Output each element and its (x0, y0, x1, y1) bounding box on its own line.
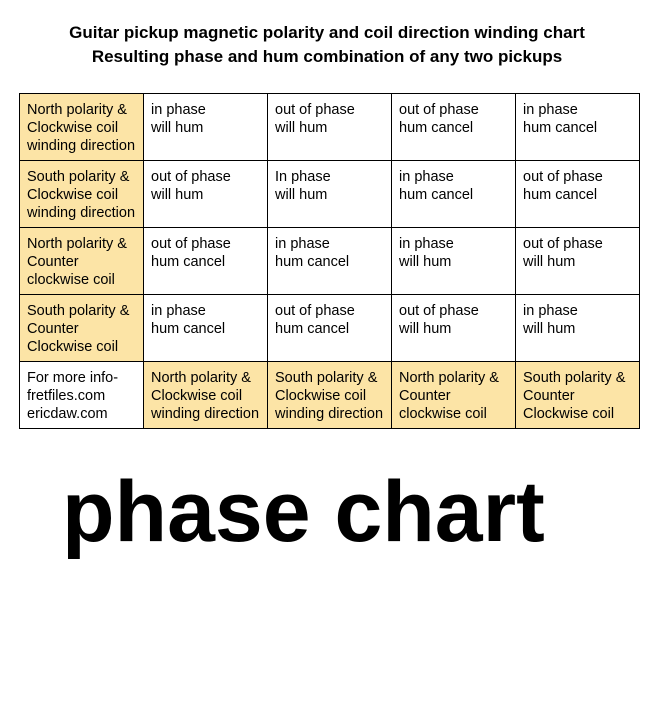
result-cell (516, 161, 640, 228)
result-cell (516, 94, 640, 161)
cell-text-line: out of phase (151, 236, 231, 252)
cell-text-line: hum cancel (275, 321, 350, 337)
cell-text-line: Counter (27, 254, 79, 270)
cell-text-line: will hum (399, 254, 452, 270)
table-row (20, 161, 640, 228)
cell-text-line: Counter (523, 388, 575, 404)
cell-text-line: winding direction (151, 406, 260, 422)
result-cell (516, 295, 640, 362)
cell-text-line: will hum (523, 321, 576, 337)
result-cell (392, 94, 516, 161)
phase-chart-body (20, 94, 640, 429)
cell-text-line: North polarity & (27, 236, 127, 252)
cell-text-line: South polarity & (275, 370, 378, 386)
table-row (20, 295, 640, 362)
cell-text-line: winding direction (27, 138, 136, 154)
cell-text-line: South polarity & (27, 169, 130, 185)
cell-text-line: hum cancel (523, 187, 598, 203)
cell-text-line: clockwise coil (27, 272, 115, 288)
title-line-1: Guitar pickup magnetic polarity and coil direction winding chart (69, 23, 585, 42)
cell-text-line: in phase (275, 236, 330, 252)
cell-text-line: out of phase (399, 102, 479, 118)
cell-text-line: will hum (399, 321, 452, 337)
info-cell (20, 362, 144, 429)
cell-text-line: North polarity & (399, 370, 499, 386)
cell-text-line: out of phase (399, 303, 479, 319)
cell-text-line: will hum (275, 120, 328, 136)
cell-text-line: Clockwise coil (27, 187, 119, 203)
phase-chart-table (19, 93, 640, 429)
cell-text-line: Counter (399, 388, 451, 404)
cell-text-line: in phase (523, 303, 578, 319)
cell-text-line: will hum (151, 120, 204, 136)
cell-text-line: Clockwise coil (151, 388, 243, 404)
cell-text-line: out of phase (275, 303, 355, 319)
cell-text-line: Counter (27, 321, 79, 337)
cell-text-line: In phase (275, 169, 331, 185)
result-cell (144, 161, 268, 228)
cell-text-line: in phase (523, 102, 578, 118)
column-header-cell (268, 362, 392, 429)
cell-text-line: fretfiles.com (27, 388, 106, 404)
result-cell (268, 161, 392, 228)
row-header-cell (20, 94, 144, 161)
cell-text-line: Clockwise coil (27, 120, 119, 136)
cell-text-line: Clockwise coil (27, 339, 119, 355)
cell-text-line: out of phase (275, 102, 355, 118)
result-cell (144, 94, 268, 161)
column-header-cell (144, 362, 268, 429)
cell-text-line: winding direction (27, 205, 136, 221)
cell-text-line: North polarity & (151, 370, 251, 386)
cell-text-line: in phase (151, 102, 206, 118)
cell-text-line: will hum (275, 187, 328, 203)
cell-text-line: hum cancel (523, 120, 598, 136)
cell-text-line: North polarity & (27, 102, 127, 118)
table-row (20, 94, 640, 161)
title-line-2: Resulting phase and hum combination of any two pickups (91, 47, 563, 66)
result-cell (268, 295, 392, 362)
cell-text-line: in phase (151, 303, 206, 319)
cell-text-line: out of phase (151, 169, 231, 185)
cell-text-line: out of phase (523, 169, 603, 185)
cell-text-line: hum cancel (151, 321, 226, 337)
result-cell (144, 295, 268, 362)
result-cell (144, 228, 268, 295)
table-row (20, 228, 640, 295)
cell-text-line: ericdaw.com (27, 406, 108, 422)
phase-chart-caption: phase chart (62, 464, 545, 560)
cell-text-line: Clockwise coil (275, 388, 367, 404)
result-cell (268, 94, 392, 161)
result-cell (268, 228, 392, 295)
cell-text-line: in phase (399, 169, 454, 185)
table-row-footer (20, 362, 640, 429)
cell-text-line: For more info- (27, 370, 119, 386)
result-cell (392, 161, 516, 228)
cell-text-line: will hum (523, 254, 576, 270)
row-header-cell (20, 295, 144, 362)
cell-text-line: South polarity & (27, 303, 130, 319)
cell-text-line: out of phase (523, 236, 603, 252)
cell-text-line: hum cancel (399, 120, 474, 136)
cell-text-line: in phase (399, 236, 454, 252)
column-header-cell (392, 362, 516, 429)
page-title (0, 21, 654, 69)
column-header-cell (516, 362, 640, 429)
result-cell (392, 228, 516, 295)
cell-text-line: hum cancel (151, 254, 226, 270)
row-header-cell (20, 161, 144, 228)
cell-text-line: clockwise coil (399, 406, 487, 422)
cell-text-line: winding direction (275, 406, 384, 422)
row-header-cell (20, 228, 144, 295)
cell-text-line: hum cancel (399, 187, 474, 203)
result-cell (516, 228, 640, 295)
cell-text-line: South polarity & (523, 370, 626, 386)
result-cell (392, 295, 516, 362)
cell-text-line: Clockwise coil (523, 406, 615, 422)
cell-text-line: hum cancel (275, 254, 350, 270)
cell-text-line: will hum (151, 187, 204, 203)
